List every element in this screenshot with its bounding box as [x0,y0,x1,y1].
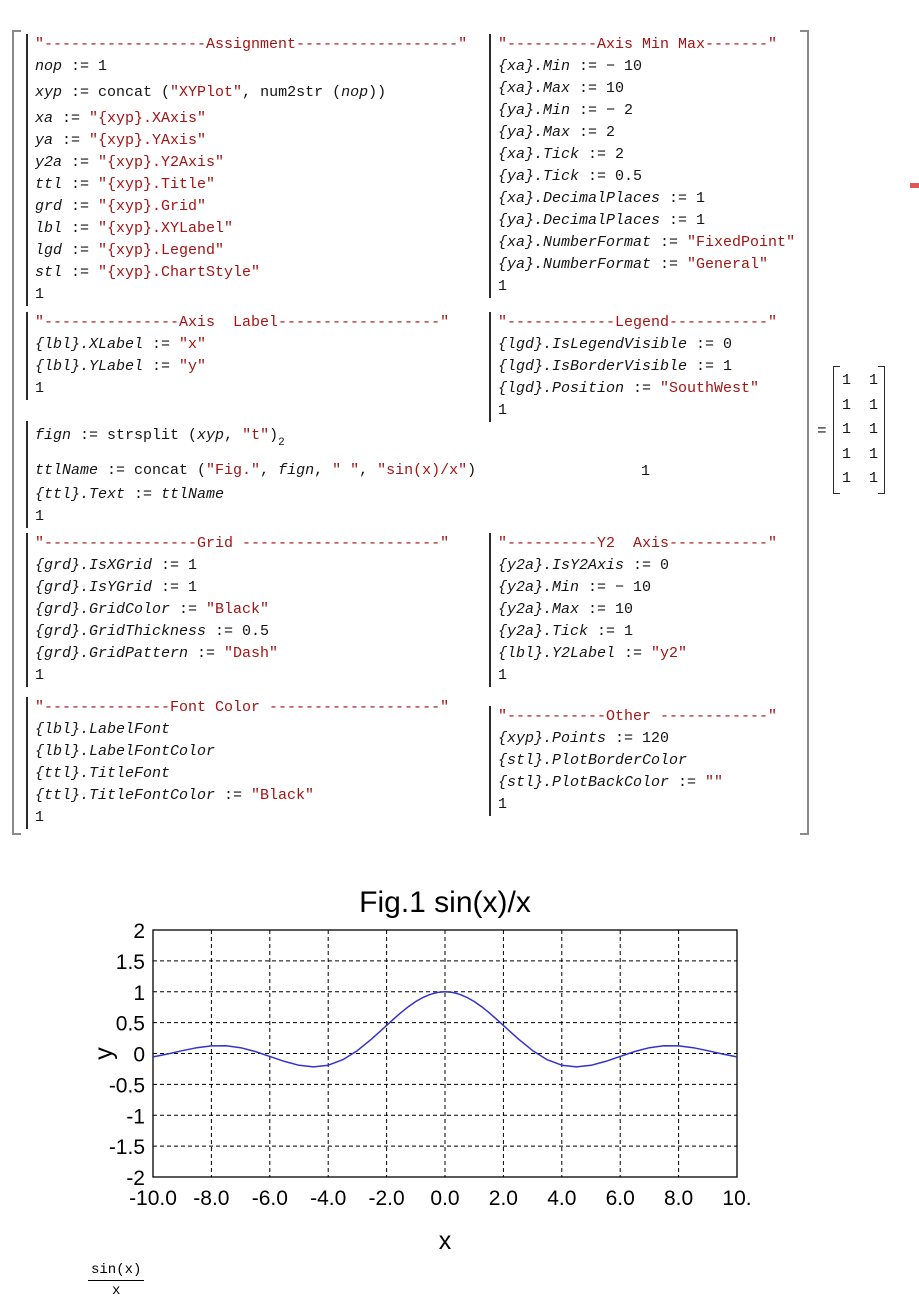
xy-plot-canvas [78,872,788,1302]
y-tick-label: 2 [133,920,145,943]
code-line: 1 [35,286,45,303]
code-line: "----------Axis Min Max-------" [498,36,778,53]
code-block-axis-min-max[interactable] [489,34,795,298]
code-line: {xa}.NumberFormat := "FixedPoint" [498,234,796,251]
code-line: grd := "{xyp}.Grid" [35,198,207,215]
code-line: {xa}.Tick := 2 [498,146,625,163]
code-line: {xa}.Max := 10 [498,80,625,97]
y-tick-label: 0 [133,1043,145,1067]
fraction-denominator: x [112,1283,121,1299]
x-tick-label: -4.0 [310,1187,347,1210]
code-line: {ya}.DecimalPlaces := 1 [498,212,706,229]
code-line: 1 [35,667,45,684]
plot-function-expression[interactable] [88,1262,144,1299]
code-line: "-----------------Grid ----------------------" [35,535,450,552]
code-line: nop := 1 [35,58,108,75]
x-tick-label: -2.0 [368,1187,405,1210]
code-line: {ya}.NumberFormat := "General" [498,256,769,273]
code-line: 1 [498,402,508,419]
code-line: {ttl}.Text := ttlName [35,486,225,503]
x-tick-label: 2.0 [488,1187,519,1210]
result-matrix [833,366,885,494]
code-line: {lgd}.IsBorderVisible := 1 [498,358,733,375]
code-line: {lgd}.IsLegendVisible := 0 [498,336,733,353]
x-tick-label: -8.0 [193,1187,230,1210]
y-tick-label: 1.5 [115,950,145,974]
code-line: 1 [35,380,45,397]
code-line: "----------Y2 Axis-----------" [498,535,778,552]
code-line: 1 [498,667,508,684]
code-block-axis-label[interactable] [26,312,449,400]
code-line: ttlName := concat ("Fig.", fign, " ", "sin(x)/x") [35,462,477,479]
code-line: stl := "{xyp}.ChartStyle" [35,264,261,281]
x-tick-label: 8.0 [663,1187,694,1210]
code-line: xa := "{xyp}.XAxis" [35,110,207,127]
plot-title: Fig.1 sin(x)/x [359,886,531,919]
code-line: 1 [35,508,45,525]
x-tick-label: 4.0 [547,1187,577,1210]
matrix-bracket-right [878,366,885,494]
code-line: lgd := "{xyp}.Legend" [35,242,225,259]
equals-sign: = [817,422,827,440]
code-line: {grd}.IsYGrid := 1 [35,579,198,596]
code-line: {lbl}.LabelFontColor [35,743,216,760]
code-line: 1 [35,809,45,826]
code-line: y2a := "{xyp}.Y2Axis" [35,154,225,171]
matrix-rows [842,369,879,492]
y-tick-label: -0.5 [108,1074,145,1098]
matrix-row: 1 1 [842,421,879,438]
y-tick-label: 1 [133,981,145,1005]
code-block-font-color[interactable] [26,697,449,829]
code-block-legend[interactable] [489,312,777,422]
code-line: {ya}.Tick := 0.5 [498,168,643,185]
x-tick-label: 0.0 [430,1187,460,1210]
code-line: {lbl}.XLabel := "x" [35,336,207,353]
x-axis-label: x [438,1227,452,1255]
y-tick-label: -2 [126,1167,145,1190]
code-line: {xa}.Min := − 10 [498,58,643,75]
code-line: {y2a}.Tick := 1 [498,623,634,640]
code-line: {y2a}.Max := 10 [498,601,634,618]
y-axis-label: y [90,1047,118,1060]
code-block-y2-axis[interactable] [489,533,777,687]
matrix-row: 1 1 [842,470,879,487]
code-line: "------------------Assignment------------------" [35,36,468,53]
code-line: {lgd}.Position := "SouthWest" [498,380,760,397]
code-line: 1 [498,278,508,295]
code-line: "------------Legend-----------" [498,314,778,331]
code-line: {y2a}.Min := − 10 [498,579,652,596]
code-line: "-----------Other ------------" [498,708,778,725]
code-line: ttl := "{xyp}.Title" [35,176,216,193]
code-line: {y2a}.IsY2Axis := 0 [498,557,670,574]
code-line: {stl}.PlotBackColor := "" [498,774,724,791]
matrix-row: 1 1 [842,372,879,389]
code-line: {lbl}.YLabel := "y" [35,358,207,375]
matrix-bracket-left [833,366,840,494]
code-block-assignment[interactable] [26,34,467,306]
code-line: {grd}.GridPattern := "Dash" [35,645,279,662]
x-tick-label: 6.0 [605,1187,635,1210]
x-tick-label: 10. [722,1187,752,1210]
code-line: {stl}.PlotBorderColor [498,752,688,769]
code-line: {ttl}.TitleFontColor := "Black" [35,787,315,804]
code-line: "--------------Font Color -------------------" [35,699,450,716]
x-tick-label: -6.0 [251,1187,288,1210]
y-tick-label: -1 [126,1105,145,1129]
code-line: {lbl}.LabelFont [35,721,171,738]
code-line: lbl := "{xyp}.XYLabel" [35,220,234,237]
code-line: fign := strsplit (xyp, "$t")_2$ [35,427,285,449]
matrix-row: 1 1 [842,445,879,463]
x-tick-label: -10.0 [129,1187,177,1210]
code-line: xyp := concat ("XYPlot", num2str (nop)) [35,84,387,101]
matrix-row: 1 1 [842,396,879,414]
fraction-numerator: sin(x) [88,1262,144,1281]
code-block-grid[interactable] [26,533,449,687]
y-tick-label: -1.5 [108,1136,145,1160]
code-line: "---------------Axis Label------------------" [35,314,450,331]
artifact-red-dash [910,183,919,188]
code-block-other[interactable] [489,706,777,816]
code-line: {ya}.Max := 2 [498,124,616,141]
code-line: ya := "{xyp}.YAxis" [35,132,207,149]
y-tick-label: 0.5 [115,1012,145,1036]
code-line: {lbl}.Y2Label := "y2" [498,645,688,662]
code-line: {xyp}.Points := 120 [498,730,670,747]
code-line: {grd}.GridThickness := 0.5 [35,623,270,640]
code-line: 1 [498,796,508,813]
outer-bracket-right [800,30,809,835]
code-line: {xa}.DecimalPlaces := 1 [498,190,706,207]
inline-result: 1 [641,463,651,480]
code-line: {ttl}.TitleFont [35,765,171,782]
code-line: {ya}.Min := − 2 [498,102,634,119]
outer-bracket-left [12,30,21,835]
xy-plot-region[interactable] [78,872,788,1302]
code-block-figure-name[interactable] [26,421,476,528]
code-line: {grd}.GridColor := "Black" [35,601,270,618]
code-line: {grd}.IsXGrid := 1 [35,557,198,574]
